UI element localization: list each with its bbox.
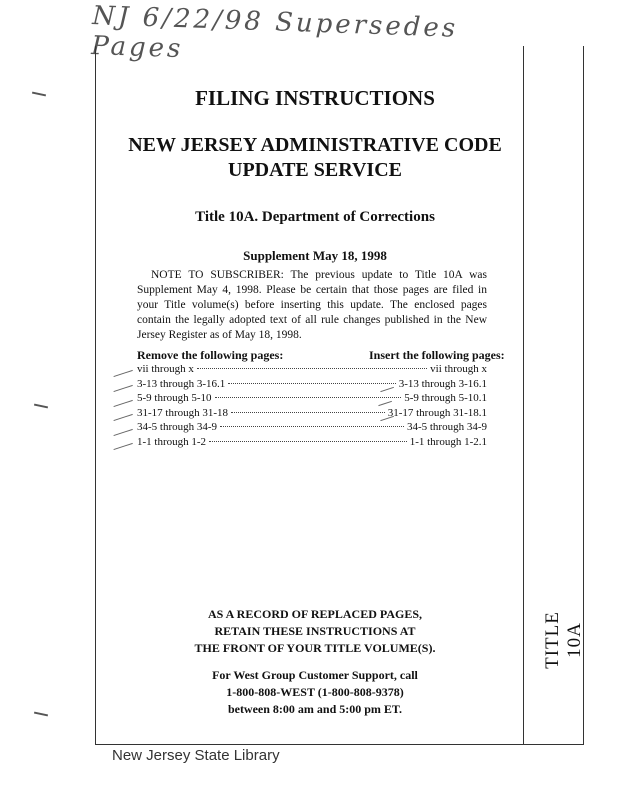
insert-pages: vii through x [430, 363, 487, 375]
insert-pages: 3-13 through 3-16.1 [398, 377, 487, 390]
remove-pages: 34-5 through 34-9 [137, 421, 218, 433]
record-line: RETAIN THESE INSTRUCTIONS AT [214, 624, 416, 638]
record-instructions [110, 606, 520, 657]
remove-pages: 3-13 through 3-16.1 [137, 377, 226, 390]
handwritten-note: NJ 6/22/98 Supersedes Pages [90, 1, 459, 65]
remove-pages: 31-17 through 31-18 [137, 406, 229, 419]
list-item [137, 407, 487, 422]
support-phone: 1-800-808-WEST (1-800-808-9378) [226, 685, 404, 699]
spine-label: TITLE 10A [542, 611, 585, 669]
code-title-line1: NEW JERSEY ADMINISTRATIVE CODE [128, 134, 502, 156]
supplement-date: Supplement May 18, 1998 [243, 248, 387, 263]
insert-pages: 34-5 through 34-9 [406, 421, 487, 433]
support-line: For West Group Customer Support, call [212, 668, 418, 682]
remove-pages: 1-1 through 1-2 [137, 435, 207, 448]
subject-heading: Title 10A. Department of Corrections [195, 209, 435, 225]
insert-pages: 1-1 through 1-2.1 [409, 435, 487, 448]
remove-pages: vii through x [137, 363, 194, 375]
support-hours: between 8:00 am and 5:00 pm ET. [227, 702, 403, 716]
remove-pages: 5-9 through 5-10 [137, 392, 212, 404]
margin-mark [34, 404, 48, 409]
page-list [137, 363, 487, 450]
customer-support [110, 667, 520, 718]
list-item [137, 378, 487, 393]
record-line: THE FRONT OF YOUR TITLE VOLUME(S). [194, 641, 436, 655]
margin-mark [32, 92, 46, 97]
list-item [137, 421, 487, 436]
tab-divider [523, 46, 524, 744]
code-title-line2: UPDATE SERVICE [228, 159, 402, 181]
library-stamp: New Jersey State Library [112, 747, 280, 764]
insert-column-header: Insert the following pages: [369, 348, 505, 362]
subscriber-note: NOTE TO SUBSCRIBER: The previous update to Title 10A was Supplement May 4, 1998. Please be certain that those pages are filed in your Title volume(s) before inserting this update. The enclosed pages contain the legally adopted text of all rule changes published in the New Jersey Register as of May 18, 1998. [137, 269, 487, 341]
list-item [137, 392, 487, 407]
list-item [137, 436, 487, 451]
list-item [137, 363, 487, 378]
page-title: FILING INSTRUCTIONS [195, 86, 435, 110]
insert-pages: 31-17 through 31-18.1 [387, 406, 487, 419]
insert-pages: 5-9 through 5-10.1 [404, 392, 487, 404]
margin-mark [34, 712, 48, 717]
record-line: AS A RECORD OF REPLACED PAGES, [207, 607, 423, 621]
remove-column-header: Remove the following pages: [137, 348, 284, 362]
